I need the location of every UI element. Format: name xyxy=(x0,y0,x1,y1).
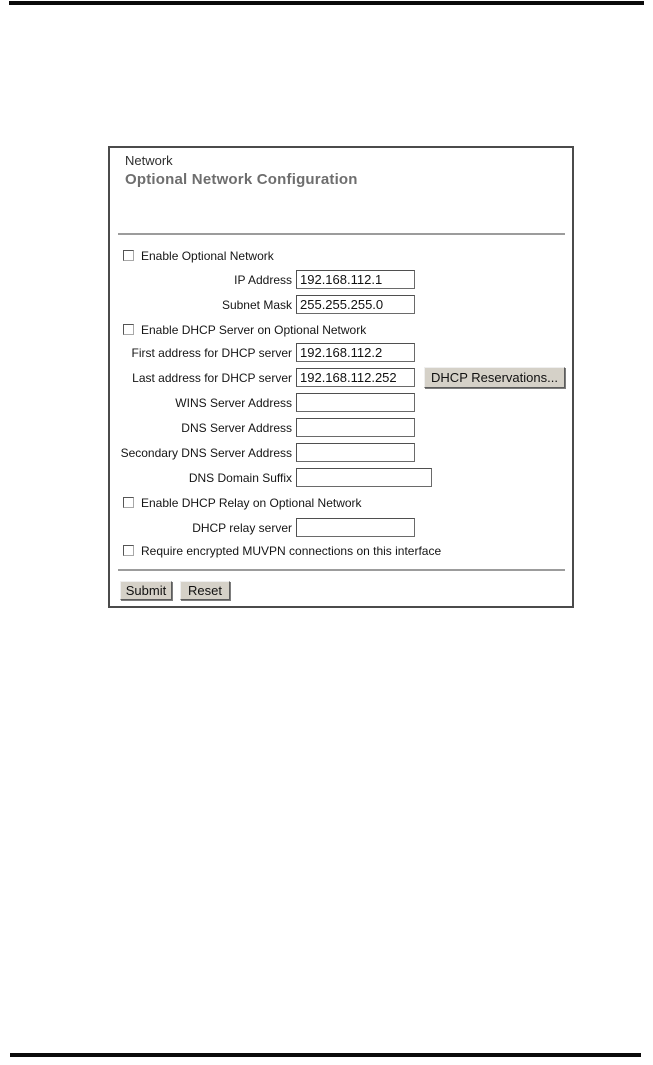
wins-server-label: WINS Server Address xyxy=(175,395,292,410)
optional-network-configuration-panel xyxy=(108,146,574,608)
require-muvpn-checkbox[interactable] xyxy=(123,545,134,556)
enable-dhcp-relay-checkbox[interactable] xyxy=(123,497,134,508)
enable-dhcp-relay-row xyxy=(123,496,362,509)
enable-optional-network-checkbox[interactable] xyxy=(123,250,134,261)
submit-button[interactable]: Submit xyxy=(120,581,172,600)
enable-dhcp-server-checkbox[interactable] xyxy=(123,324,134,335)
wins-server-row xyxy=(110,392,572,413)
section-label: Network xyxy=(125,153,173,168)
dhcp-relay-server-row xyxy=(110,517,572,538)
secondary-dns-server-row xyxy=(110,442,572,463)
page-title: Optional Network Configuration xyxy=(125,171,358,188)
enable-optional-network-row xyxy=(123,249,274,262)
require-muvpn-label: Require encrypted MUVPN connections on this interface xyxy=(141,543,442,558)
secondary-dns-server-label: Secondary DNS Server Address xyxy=(120,445,292,460)
reset-button[interactable]: Reset xyxy=(180,581,230,600)
ip-address-input[interactable] xyxy=(296,270,415,289)
enable-dhcp-relay-label: Enable DHCP Relay on Optional Network xyxy=(141,495,362,510)
last-dhcp-address-input[interactable] xyxy=(296,368,415,387)
dhcp-relay-server-label: DHCP relay server xyxy=(192,520,292,535)
subnet-mask-input[interactable] xyxy=(296,295,415,314)
dns-domain-suffix-label: DNS Domain Suffix xyxy=(188,470,292,485)
page-top-rule xyxy=(9,1,644,5)
dhcp-reservations-button[interactable]: DHCP Reservations... xyxy=(424,367,565,388)
ip-address-label: IP Address xyxy=(234,272,292,287)
ip-address-row xyxy=(110,269,572,290)
wins-server-input[interactable] xyxy=(296,393,415,412)
first-dhcp-address-label: First address for DHCP server xyxy=(131,345,292,360)
enable-dhcp-server-row xyxy=(123,323,366,336)
dns-domain-suffix-row xyxy=(110,467,572,488)
dns-domain-suffix-input[interactable] xyxy=(296,468,432,487)
require-muvpn-row xyxy=(123,544,441,557)
dns-server-label: DNS Server Address xyxy=(181,420,292,435)
last-dhcp-address-row xyxy=(110,367,572,388)
page-bottom-rule xyxy=(10,1053,641,1057)
last-dhcp-address-label: Last address for DHCP server xyxy=(132,370,292,385)
first-dhcp-address-row xyxy=(110,342,572,363)
header-divider xyxy=(118,233,565,235)
subnet-mask-row xyxy=(110,294,572,315)
enable-dhcp-server-label: Enable DHCP Server on Optional Network xyxy=(141,322,367,337)
enable-optional-network-label: Enable Optional Network xyxy=(141,248,274,263)
dhcp-relay-server-input[interactable] xyxy=(296,518,415,537)
dns-server-input[interactable] xyxy=(296,418,415,437)
footer-divider xyxy=(118,569,565,571)
dns-server-row xyxy=(110,417,572,438)
subnet-mask-label: Subnet Mask xyxy=(221,297,292,312)
first-dhcp-address-input[interactable] xyxy=(296,343,415,362)
secondary-dns-server-input[interactable] xyxy=(296,443,415,462)
